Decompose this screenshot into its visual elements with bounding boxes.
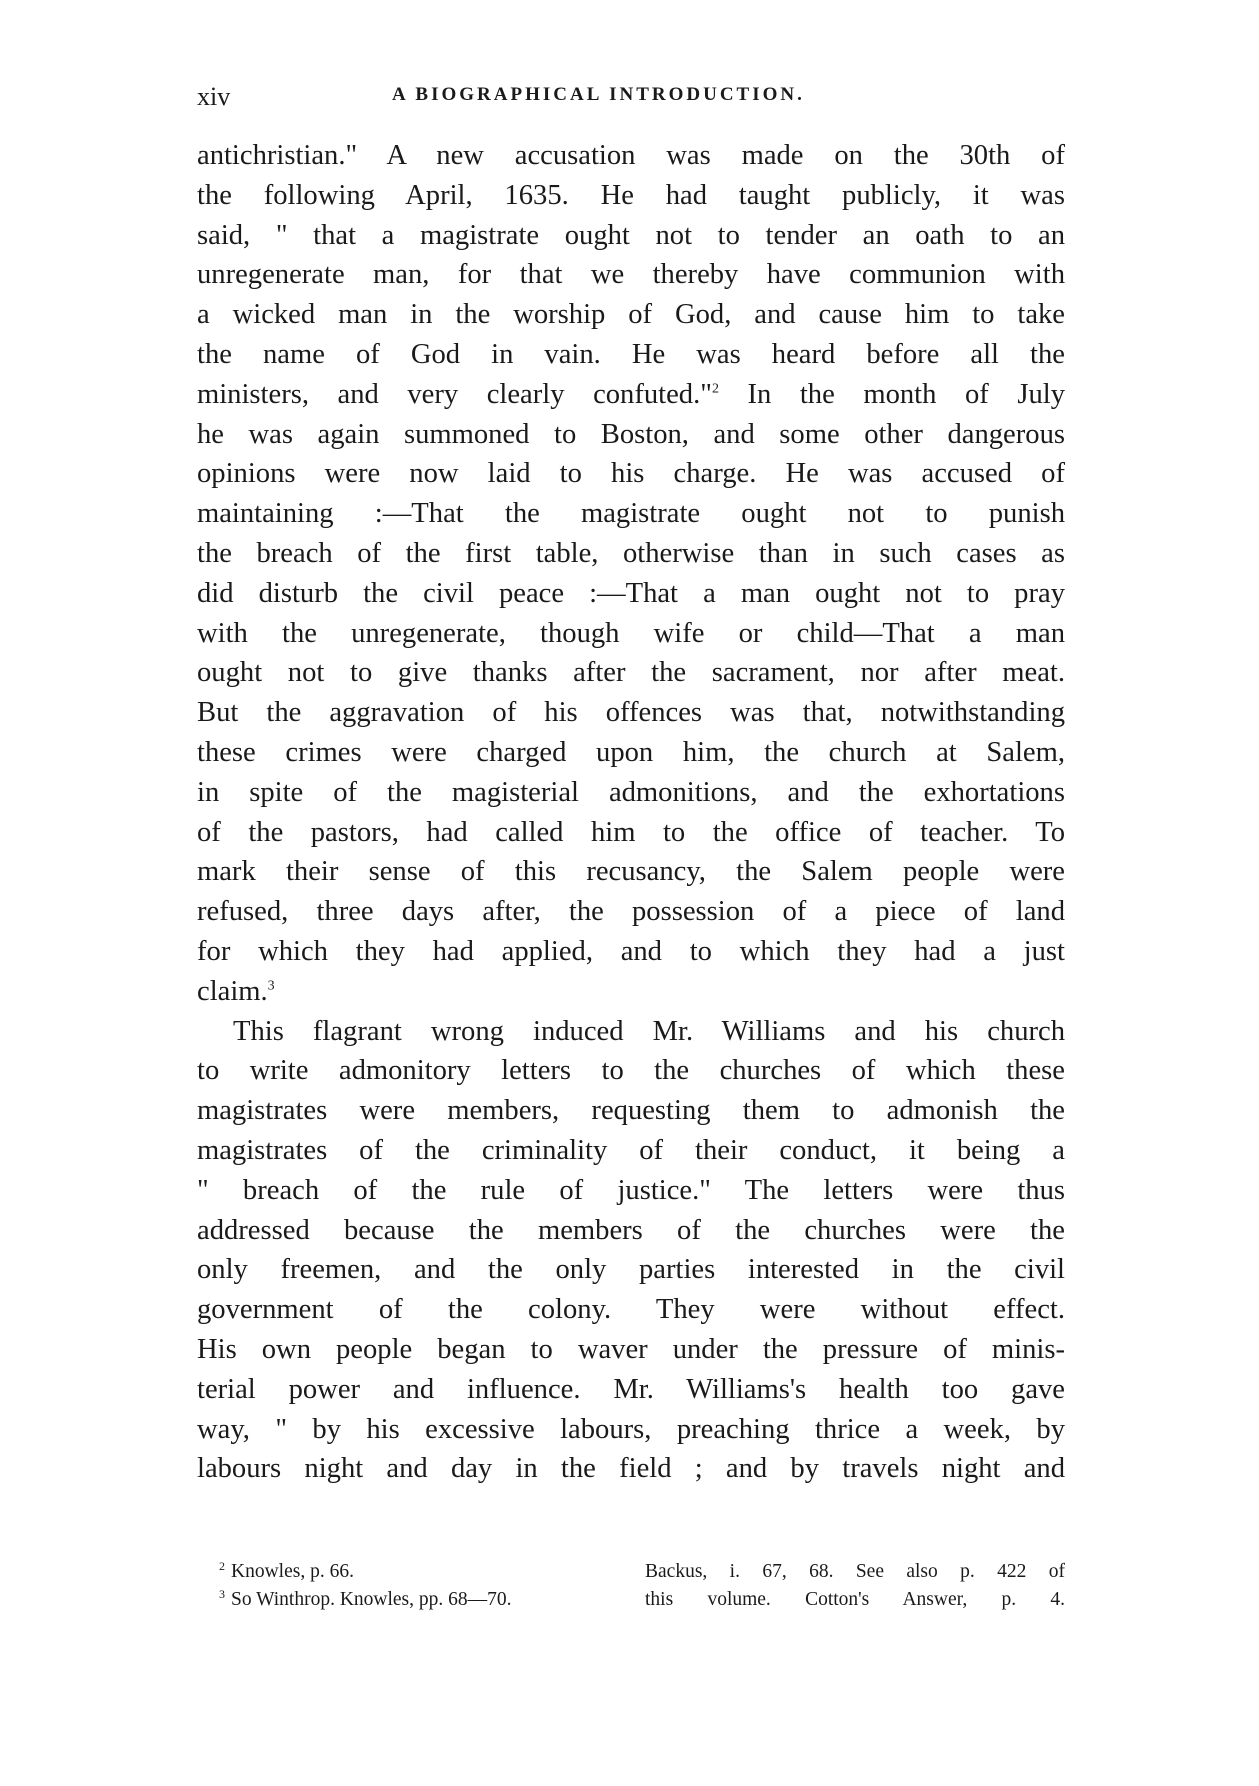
text-line xyxy=(197,375,1065,415)
text-line: a wicked man in the worship of God, and cause him to take xyxy=(197,299,1065,331)
footnote-mark: 2 xyxy=(219,1558,225,1573)
text-line: with the unregenerate, though wife or child—That a man xyxy=(197,617,1065,649)
text-line xyxy=(197,972,1065,1012)
text-line: for which they had applied, and to which they had a just xyxy=(197,935,1065,967)
book-page xyxy=(197,82,1065,1489)
text-line: did disturb the civil peace :—That a man ought not to pray xyxy=(197,577,1065,609)
text-line: magistrates were members, requesting them to admonish the xyxy=(197,1095,1065,1127)
body-text xyxy=(197,136,1065,1489)
page-number: xiv xyxy=(197,82,231,111)
footnote-row xyxy=(219,1558,1065,1586)
text-line: of the pastors, had called him to the office of teacher. To xyxy=(197,816,1065,848)
running-title: A BIOGRAPHICAL INTRODUCTION. xyxy=(392,84,805,105)
footnote-left xyxy=(219,1558,599,1586)
footnote-ref: 2 xyxy=(711,381,719,397)
footnote-mark: 3 xyxy=(219,1586,225,1601)
footnotes xyxy=(219,1558,1065,1614)
text-line: This flagrant wrong induced Mr. Williams and his church xyxy=(233,1015,1065,1047)
text-line: way, " by his excessive labours, preaching thrice a week, by xyxy=(197,1413,1065,1445)
text-line: " breach of the rule of justice." The letters were thus xyxy=(197,1174,1065,1206)
text-line: the name of God in vain. He was heard before all the xyxy=(197,338,1065,370)
footnote-row xyxy=(219,1586,1065,1614)
text-line: unregenerate man, for that we thereby have communion with xyxy=(197,259,1065,291)
text-line: the breach of the first table, otherwise than in such cases as xyxy=(197,537,1065,569)
text-line: opinions were now laid to his charge. He was accused of xyxy=(197,458,1065,490)
text-line: addressed because the members of the churches were the xyxy=(197,1214,1065,1246)
text-line: only freemen, and the only parties interested in the civil xyxy=(197,1254,1065,1286)
text-line: His own people began to waver under the pressure of minis- xyxy=(197,1333,1065,1365)
text-line: ought not to give thanks after the sacrament, nor after meat. xyxy=(197,657,1065,689)
text-line: antichristian." A new accusation was made on the 30th of xyxy=(197,140,1065,171)
text-line: mark their sense of this recusancy, the Salem people were xyxy=(197,856,1065,888)
footnote-text: So Winthrop. Knowles, pp. 68—70. xyxy=(231,1589,512,1610)
page-header xyxy=(197,82,1065,122)
text-line: in spite of the magisterial admonitions, and the exhortations xyxy=(197,776,1065,808)
footnote-left xyxy=(219,1586,599,1614)
text-line: said, " that a magistrate ought not to tender an oath to an xyxy=(197,219,1065,251)
text-segment: ministers, and very clearly confuted." xyxy=(197,378,712,410)
text-line: he was again summoned to Boston, and some other dangerous xyxy=(197,418,1065,450)
text-line: government of the colony. They were without effect. xyxy=(197,1294,1065,1326)
text-line: terial power and influence. Mr. Williams's health too gave xyxy=(197,1373,1065,1405)
footnote-right: this volume. Cotton's Answer, p. 4. xyxy=(645,1589,1065,1610)
text-line: magistrates of the criminality of their conduct, it being a xyxy=(197,1134,1065,1166)
text-segment: In the month of July xyxy=(718,378,1066,410)
footnote-right: Backus, i. 67, 68. See also p. 422 of xyxy=(645,1561,1065,1582)
text-line: these crimes were charged upon him, the church at Salem, xyxy=(197,736,1065,768)
text-line: labours night and day in the field ; and by travels night and xyxy=(197,1453,1065,1485)
footnote-text: Knowles, p. 66. xyxy=(231,1561,354,1582)
text-line: refused, three days after, the possession of a piece of land xyxy=(197,896,1065,928)
text-line: But the aggravation of his offences was that, notwithstanding xyxy=(197,697,1065,729)
text-line: to write admonitory letters to the churches of which these xyxy=(197,1055,1065,1087)
text-line: maintaining :—That the magistrate ought not to punish xyxy=(197,498,1065,530)
footnote-ref: 3 xyxy=(267,978,275,994)
text-segment: claim. xyxy=(197,975,268,1007)
text-line: the following April, 1635. He had taught publicly, it was xyxy=(197,179,1065,211)
